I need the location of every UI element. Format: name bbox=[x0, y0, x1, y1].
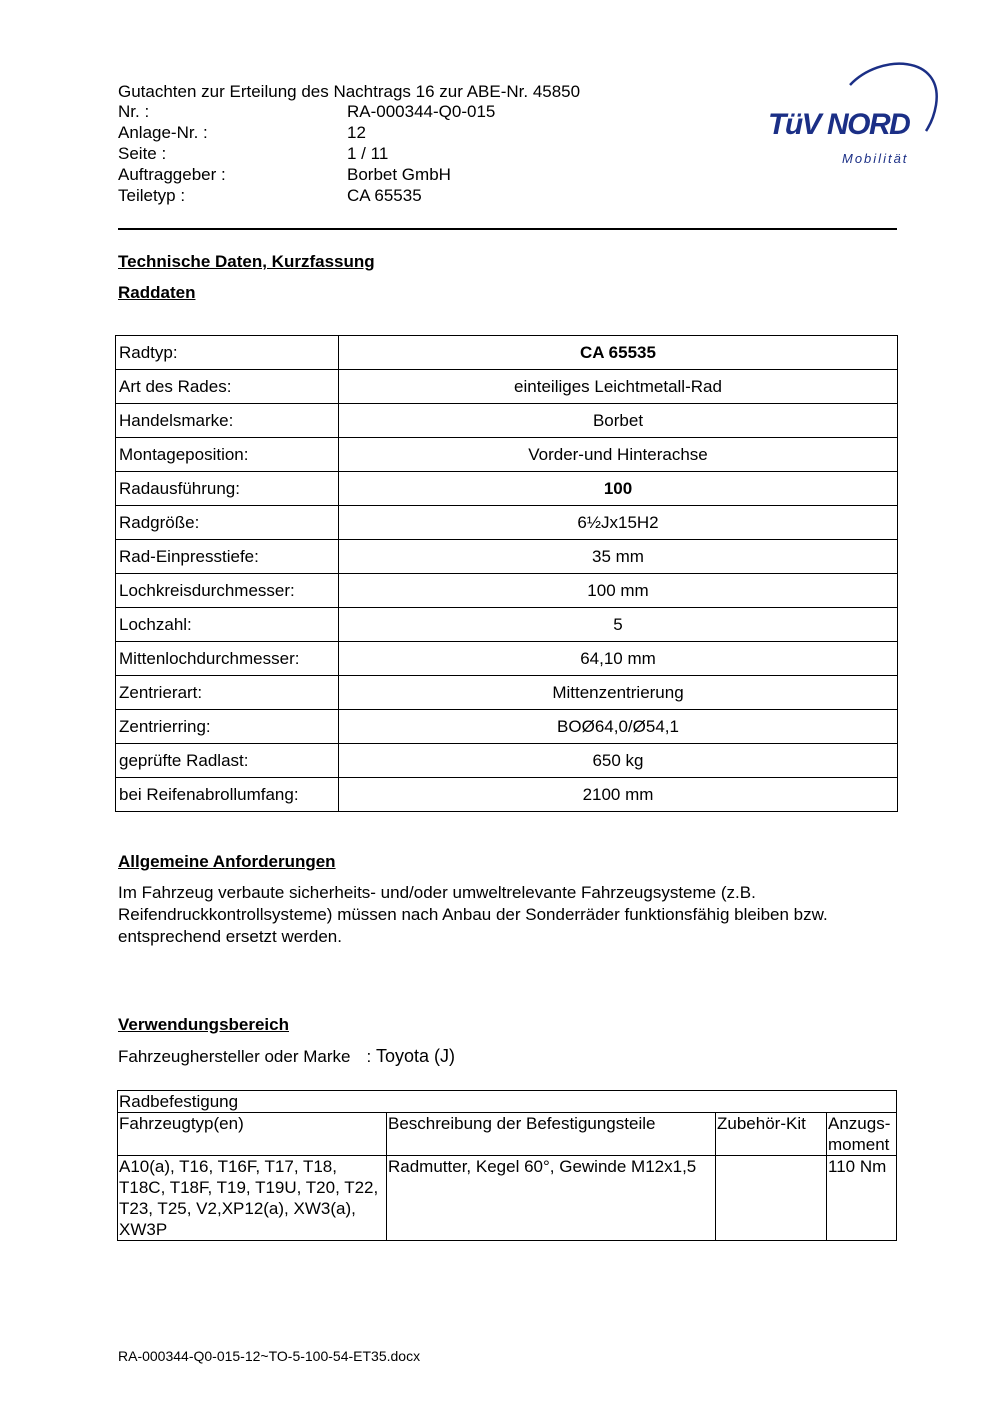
fixing-cell-kit bbox=[716, 1156, 827, 1241]
header-label: Seite : bbox=[118, 144, 167, 163]
wheel-table-row bbox=[116, 778, 898, 812]
section-heading-tech: Technische Daten, Kurzfassung bbox=[118, 252, 375, 271]
wheel-table-value: 2100 mm bbox=[339, 778, 898, 812]
wheel-table-row bbox=[116, 642, 898, 676]
section-heading-allgemein: Allgemeine Anforderungen bbox=[118, 852, 336, 871]
wheel-table-key: geprüfte Radlast: bbox=[116, 744, 339, 778]
fixing-header-cell: Zubehör-Kit bbox=[716, 1113, 827, 1156]
footer-filename: RA-000344-Q0-015-12~TO-5-100-54-ET35.docx bbox=[118, 1348, 421, 1364]
header-label: Anlage-Nr. : bbox=[118, 123, 208, 142]
header-label: Teiletyp : bbox=[118, 186, 186, 205]
wheel-table-row bbox=[116, 676, 898, 710]
wheel-table-key: Lochkreisdurchmesser: bbox=[116, 574, 339, 608]
fixing-row bbox=[118, 1156, 897, 1241]
fixing-header-cell: Anzugs- moment bbox=[827, 1113, 897, 1156]
fixing-cell-types: A10(a), T16, T16F, T17, T18, T18C, T18F, T19, T19U, T20, T22, T23, T25, V2,XP12(a), XW3(a), XW3P bbox=[118, 1156, 387, 1241]
wheel-table-row bbox=[116, 336, 898, 370]
wheel-table-row bbox=[116, 574, 898, 608]
wheel-table-key: Montageposition: bbox=[116, 438, 339, 472]
usage-line bbox=[118, 1046, 455, 1067]
wheel-table-row bbox=[116, 404, 898, 438]
header-value: 1 / 11 bbox=[347, 144, 389, 163]
fixing-title: Radbefestigung bbox=[118, 1091, 897, 1113]
wheel-table-key: Radausführung: bbox=[116, 472, 339, 506]
header-row-anlage bbox=[118, 122, 366, 143]
wheel-table-key: bei Reifenabrollumfang: bbox=[116, 778, 339, 812]
wheel-data-table bbox=[115, 335, 898, 812]
fixing-table bbox=[117, 1090, 897, 1241]
header-row-nr bbox=[118, 101, 495, 122]
section-heading-verwendung: Verwendungsbereich bbox=[118, 1015, 289, 1034]
wheel-table-key: Handelsmarke: bbox=[116, 404, 339, 438]
document-title: Gutachten zur Erteilung des Nachtrags 16 zur ABE-Nr. 45850 bbox=[118, 82, 581, 101]
wheel-table-value: 100 bbox=[339, 472, 898, 506]
section-heading-raddaten: Raddaten bbox=[118, 283, 196, 302]
wheel-table-key: Mittenlochdurchmesser: bbox=[116, 642, 339, 676]
wheel-table-key: Lochzahl: bbox=[116, 608, 339, 642]
wheel-table-value: 650 kg bbox=[339, 744, 898, 778]
wheel-table-value: Borbet bbox=[339, 404, 898, 438]
wheel-table-key: Art des Rades: bbox=[116, 370, 339, 404]
wheel-table-value: einteiliges Leichtmetall-Rad bbox=[339, 370, 898, 404]
wheel-table-key: Rad-Einpresstiefe: bbox=[116, 540, 339, 574]
wheel-table-row bbox=[116, 370, 898, 404]
logo-subtitle: Mobilität bbox=[842, 151, 909, 166]
wheel-table-row bbox=[116, 540, 898, 574]
wheel-table-value: 5 bbox=[339, 608, 898, 642]
header-row-seite bbox=[118, 143, 388, 164]
wheel-table-row bbox=[116, 506, 898, 540]
wheel-table-value: BOØ64,0/Ø54,1 bbox=[339, 710, 898, 744]
wheel-table-row bbox=[116, 744, 898, 778]
wheel-table-row bbox=[116, 438, 898, 472]
tuv-nord-logo bbox=[762, 55, 942, 175]
header-value: RA-000344-Q0-015 bbox=[347, 102, 496, 121]
wheel-table-row bbox=[116, 472, 898, 506]
wheel-table-key: Radgröße: bbox=[116, 506, 339, 540]
allgemein-paragraph: Im Fahrzeug verbaute sicherheits- und/oder umweltrelevante Fahrzeugsysteme (z.B. Reifendruckkontrollsysteme) müssen nach Anbau der Sonderräder funktionsfähig bleiben bzw. entsprechend ersetzt werden. bbox=[118, 883, 828, 946]
header-divider bbox=[118, 228, 897, 230]
wheel-table-value: 35 mm bbox=[339, 540, 898, 574]
header-value: CA 65535 bbox=[347, 186, 422, 205]
fixing-header-cell: Beschreibung der Befestigungsteile bbox=[387, 1113, 716, 1156]
logo-brand: TüV NORD bbox=[768, 108, 910, 141]
wheel-table-value: 100 mm bbox=[339, 574, 898, 608]
wheel-table-value: Vorder-und Hinterachse bbox=[339, 438, 898, 472]
usage-label: Fahrzeughersteller oder Marke : bbox=[118, 1047, 372, 1066]
fixing-cell-torque: 110 Nm bbox=[827, 1156, 897, 1241]
header-row-teiletyp bbox=[118, 185, 422, 206]
header-label: Nr. : bbox=[118, 102, 150, 121]
wheel-table-key: Zentrierring: bbox=[116, 710, 339, 744]
fixing-cell-description: Radmutter, Kegel 60°, Gewinde M12x1,5 bbox=[387, 1156, 716, 1241]
wheel-table-row bbox=[116, 710, 898, 744]
wheel-table-row bbox=[116, 608, 898, 642]
wheel-table-key: Zentrierart: bbox=[116, 676, 339, 710]
wheel-table-value: Mittenzentrierung bbox=[339, 676, 898, 710]
wheel-table-value: 6½Jx15H2 bbox=[339, 506, 898, 540]
wheel-table-value: 64,10 mm bbox=[339, 642, 898, 676]
fixing-header-cell: Fahrzeugtyp(en) bbox=[118, 1113, 387, 1156]
header-value: 12 bbox=[347, 123, 366, 142]
header-row-auftraggeber bbox=[118, 164, 451, 185]
usage-value: Toyota (J) bbox=[376, 1046, 456, 1066]
fixing-header-row bbox=[118, 1113, 897, 1156]
wheel-table-value: CA 65535 bbox=[339, 336, 898, 370]
wheel-table-key: Radtyp: bbox=[116, 336, 339, 370]
header-label: Auftraggeber : bbox=[118, 165, 226, 184]
header-value: Borbet GmbH bbox=[347, 165, 451, 184]
